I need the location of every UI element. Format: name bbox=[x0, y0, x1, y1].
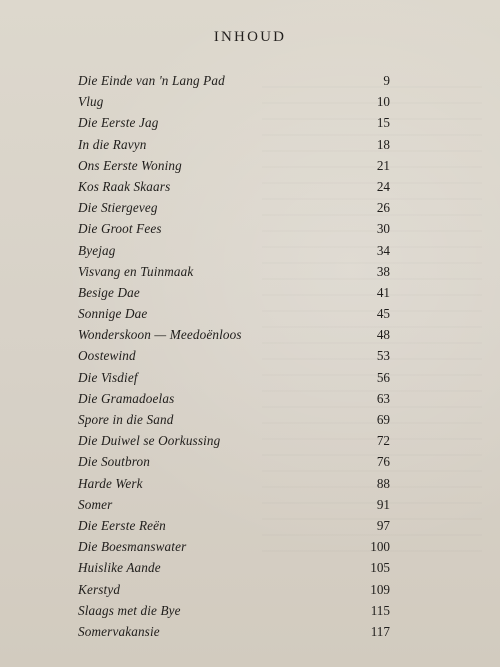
chapter-title: Oostewind bbox=[78, 348, 136, 364]
list-item bbox=[78, 388, 390, 409]
chapter-title: Byejag bbox=[78, 242, 116, 258]
page-number: 41 bbox=[376, 284, 390, 300]
page-number: 109 bbox=[370, 581, 390, 597]
page-number: 48 bbox=[376, 327, 390, 343]
list-item bbox=[78, 345, 390, 366]
chapter-title: Kos Raak Skaars bbox=[78, 178, 171, 194]
list-item bbox=[78, 367, 390, 388]
chapter-title: Die Duiwel se Oorkussing bbox=[78, 433, 221, 449]
chapter-title: Die Visdief bbox=[78, 369, 138, 385]
list-item bbox=[78, 579, 390, 600]
list-item bbox=[78, 261, 390, 282]
chapter-title: Die Soutbron bbox=[78, 454, 151, 470]
chapter-title: Die Gramadoelas bbox=[78, 390, 175, 406]
chapter-title: Slaags met die Bye bbox=[78, 602, 181, 618]
page-number: 97 bbox=[376, 517, 390, 533]
chapter-title: Die Einde van 'n Lang Pad bbox=[78, 73, 225, 88]
page-number: 9 bbox=[383, 73, 390, 88]
list-item bbox=[78, 600, 390, 621]
page-number: 53 bbox=[376, 348, 390, 364]
page-number: 34 bbox=[376, 242, 390, 258]
list-item bbox=[78, 324, 390, 345]
list-item bbox=[78, 621, 390, 642]
chapter-title: Ons Eerste Woning bbox=[78, 157, 182, 173]
list-item bbox=[78, 70, 390, 91]
list-item bbox=[78, 134, 390, 155]
list-item bbox=[78, 430, 390, 451]
list-item bbox=[78, 176, 390, 197]
list-item bbox=[78, 155, 390, 176]
chapter-title: Wonderskoon — Meedoënloos bbox=[78, 327, 242, 343]
list-item bbox=[78, 197, 390, 218]
page-number: 45 bbox=[376, 306, 390, 322]
page-number: 115 bbox=[370, 602, 390, 618]
chapter-title: Die Boesmanswater bbox=[78, 539, 187, 555]
page-number: 91 bbox=[376, 496, 390, 512]
chapter-title: Sonnige Dae bbox=[78, 306, 148, 322]
chapter-title: Kerstyd bbox=[78, 581, 121, 597]
list-item bbox=[78, 515, 390, 536]
page-number: 117 bbox=[370, 623, 390, 639]
table-of-contents bbox=[78, 70, 390, 642]
page-number: 18 bbox=[376, 136, 390, 152]
list-item bbox=[78, 494, 390, 515]
list-item bbox=[78, 112, 390, 133]
page-number: 100 bbox=[370, 539, 390, 555]
list-item bbox=[78, 240, 390, 261]
page-number: 38 bbox=[376, 263, 390, 279]
chapter-title: Spore in die Sand bbox=[78, 412, 174, 427]
page-number: 24 bbox=[376, 178, 390, 194]
list-item bbox=[78, 451, 390, 472]
page-number: 26 bbox=[376, 200, 390, 216]
page-number: 15 bbox=[376, 115, 390, 131]
page-title: INHOUD bbox=[213, 29, 287, 45]
list-item bbox=[78, 218, 390, 239]
page-number: 69 bbox=[376, 412, 390, 427]
page-number: 21 bbox=[376, 157, 390, 173]
chapter-title: Besige Dae bbox=[78, 284, 140, 300]
page-number: 30 bbox=[376, 221, 390, 237]
list-item bbox=[78, 303, 390, 324]
page-number: 10 bbox=[376, 94, 390, 110]
chapter-title: Vlug bbox=[78, 94, 104, 110]
chapter-title: In die Ravyn bbox=[78, 136, 147, 152]
chapter-title: Die Eerste Reën bbox=[78, 517, 166, 533]
chapter-title: Die Eerste Jag bbox=[78, 115, 159, 131]
page-number: 88 bbox=[376, 475, 390, 491]
chapter-title: Huislike Aande bbox=[78, 560, 161, 576]
list-item bbox=[78, 536, 390, 557]
list-item bbox=[78, 282, 390, 303]
page-number: 76 bbox=[376, 454, 390, 470]
page-number: 63 bbox=[376, 390, 390, 406]
list-item bbox=[78, 473, 390, 494]
chapter-title: Somer bbox=[78, 496, 113, 512]
list-item bbox=[78, 409, 390, 430]
list-item bbox=[78, 91, 390, 112]
page-number: 105 bbox=[370, 560, 390, 576]
chapter-title: Somervakansie bbox=[78, 623, 160, 639]
page-number: 72 bbox=[376, 433, 390, 449]
chapter-title: Harde Werk bbox=[78, 475, 143, 491]
list-item bbox=[78, 557, 390, 578]
page-number: 56 bbox=[376, 369, 390, 385]
chapter-title: Visvang en Tuinmaak bbox=[78, 263, 194, 279]
chapter-title: Die Groot Fees bbox=[78, 221, 162, 237]
chapter-title: Die Stiergeveg bbox=[78, 200, 158, 216]
